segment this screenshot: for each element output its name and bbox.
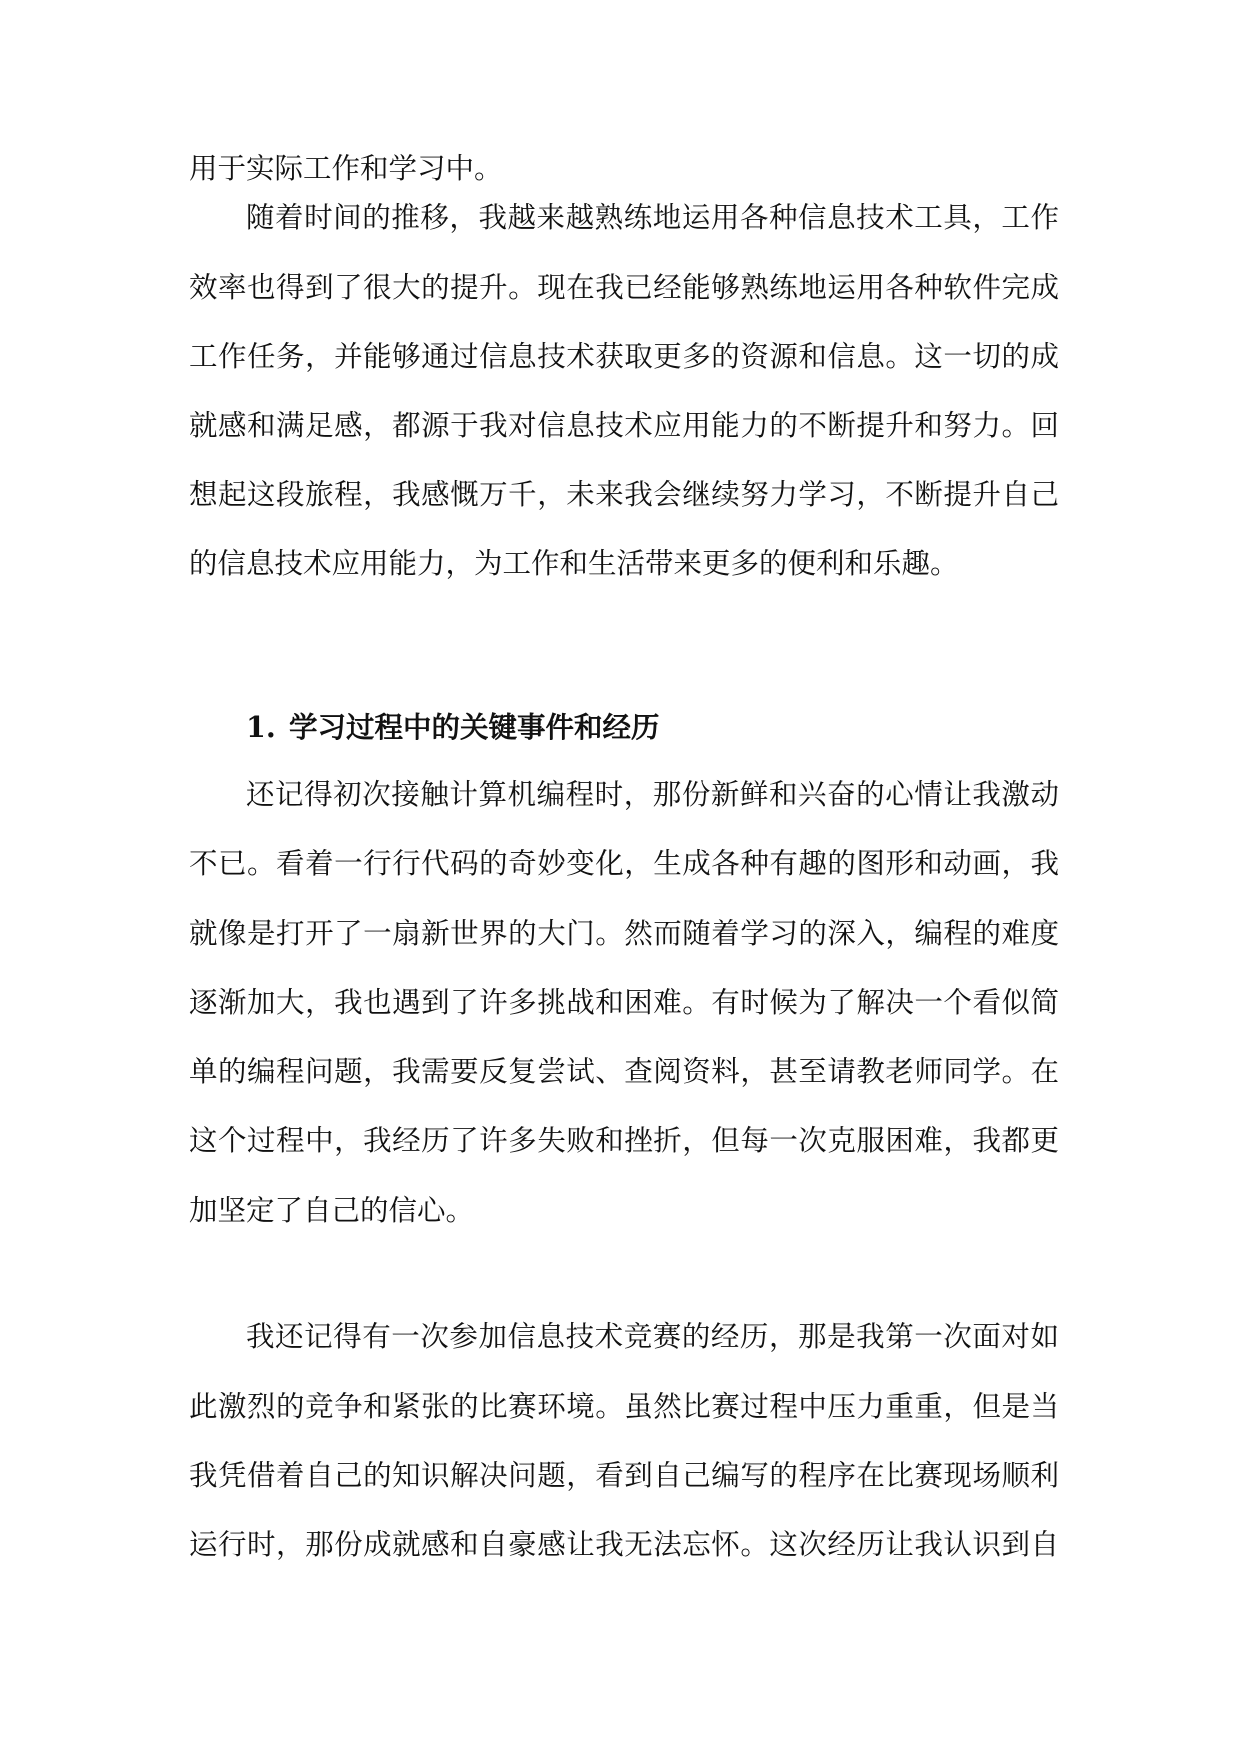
paragraph-line: 工作任务，并能够通过信息技术获取更多的资源和信息。这一切的成 — [189, 340, 1059, 373]
paragraph-line: 这个过程中，我经历了许多失败和挫折，但每一次克服困难，我都更 — [189, 1124, 1059, 1157]
paragraph-line: 就感和满足感，都源于我对信息技术应用能力的不断提升和努力。回 — [189, 409, 1059, 442]
paragraph-line: 我凭借着自己的知识解决问题，看到自己编写的程序在比赛现场顺利 — [189, 1459, 1059, 1492]
paragraph-line: 运行时，那份成就感和自豪感让我无法忘怀。这次经历让我认识到自 — [189, 1528, 1059, 1561]
section-number: 1. — [246, 710, 276, 744]
paragraph-line: 的信息技术应用能力，为工作和生活带来更多的便利和乐趣。 — [189, 547, 959, 580]
paragraph-line: 效率也得到了很大的提升。现在我已经能够熟练地运用各种软件完成 — [189, 271, 1059, 304]
paragraph-line: 单的编程问题，我需要反复尝试、查阅资料，甚至请教老师同学。在 — [189, 1055, 1059, 1088]
paragraph-line: 逐渐加大，我也遇到了许多挑战和困难。有时候为了解决一个看似简 — [189, 986, 1059, 1019]
paragraph-line: 还记得初次接触计算机编程时，那份新鲜和兴奋的心情让我激动 — [246, 778, 1059, 811]
paragraph-line: 就像是打开了一扇新世界的大门。然而随着学习的深入，编程的难度 — [189, 917, 1059, 950]
paragraph-line: 想起这段旅程，我感慨万千，未来我会继续努力学习，不断提升自己 — [189, 478, 1059, 511]
section-heading — [246, 704, 660, 750]
paragraph-line: 用于实际工作和学习中。 — [189, 152, 503, 185]
section-title: 学习过程中的关键事件和经历 — [289, 710, 660, 744]
paragraph-line: 我还记得有一次参加信息技术竞赛的经历，那是我第一次面对如 — [246, 1320, 1059, 1353]
paragraph-line: 加坚定了自己的信心。 — [189, 1194, 475, 1227]
paragraph-line: 此激烈的竞争和紧张的比赛环境。虽然比赛过程中压力重重，但是当 — [189, 1390, 1059, 1423]
paragraph-line: 不已。看着一行行代码的奇妙变化，生成各种有趣的图形和动画，我 — [189, 847, 1059, 880]
paragraph-line: 随着时间的推移，我越来越熟练地运用各种信息技术工具，工作 — [246, 201, 1059, 234]
